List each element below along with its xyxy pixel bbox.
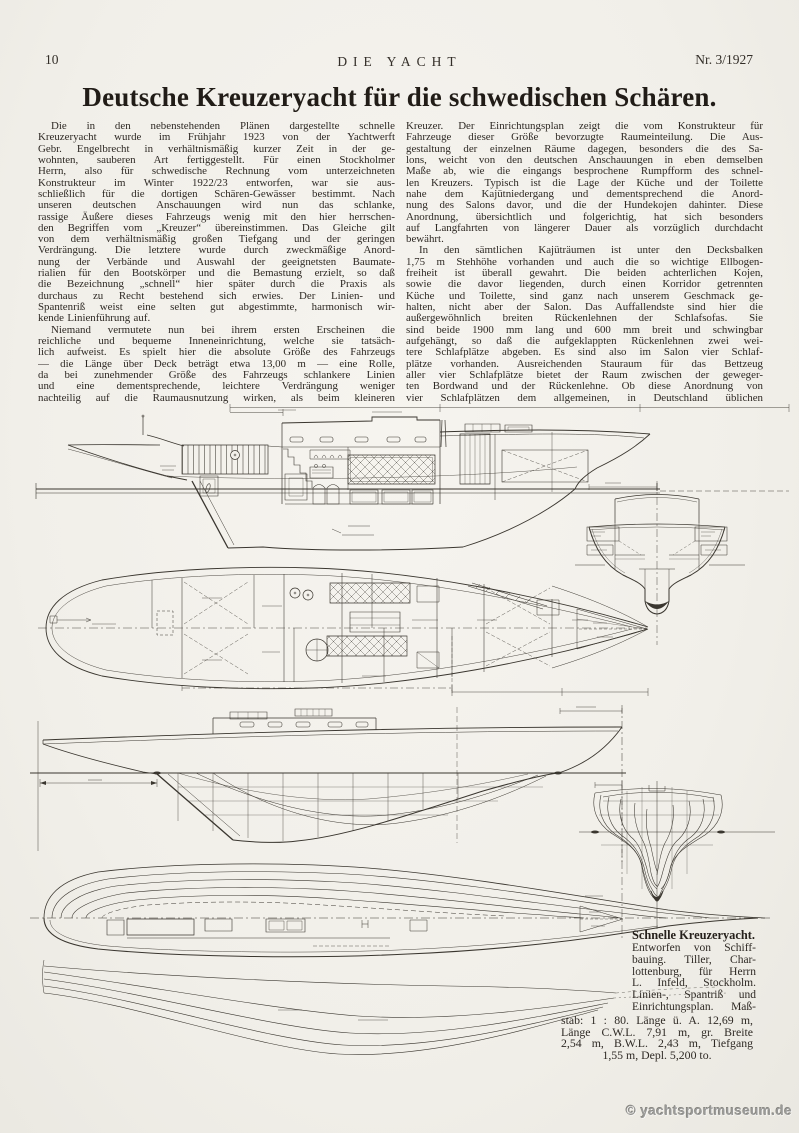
text-line: lons, weicht von den deutschen Anschauungen in eben demselben — [406, 153, 763, 166]
text-line: 1,75 m Stehhöhe vorhanden und auch die so wichtige Ellbogen- — [406, 255, 763, 268]
text-line: Maße ab, wie die eingangs besprochene Rumpfform des schnel- — [406, 165, 763, 178]
caption-line: Einrichtungsplan. Maß- — [632, 1000, 756, 1013]
text-line: vier Schlafplätzen dem allgemeinen, in Deutschland üblichen — [406, 391, 763, 404]
text-line: Anordnung, übersichtlich und folgerichtig, hat sich besonders — [406, 210, 763, 223]
text-line: Gebr. Engelbrecht in verhältnismäßig kurzer Zeit in der ge- — [38, 142, 395, 155]
text-line: aufgehängt, so daß die aufgeklappten Rückenlehnen zwei wei- — [406, 334, 763, 347]
article-headline: Deutsche Kreuzeryacht für die schwedischen Schären. — [82, 82, 717, 112]
text-line: gestaltung der einzelnen Räume dagegen, besonders die des Sa- — [406, 142, 763, 155]
text-line: len Kreuzers. Typisch ist die Lage der Küche und der Toilette — [406, 176, 763, 189]
text-line: Kreuzeryacht wurde im Frühjahr 1923 von der Yachtwerft — [38, 131, 395, 144]
text-line: nung der Verbände und Auswahl der geeignetsten Baumate- — [38, 255, 395, 268]
text-column-left — [38, 121, 395, 407]
caption-line: 2,54 m, B.W.L. 2,43 m, Tiefgang — [561, 1036, 753, 1051]
text-line: Spantenriß weist eine selten gut abgestimmte, harmonisch wir- — [38, 301, 395, 313]
text-line: rassige Äußere dieses Fahrzeugs wenig mit den hier herrschen- — [38, 210, 395, 223]
text-line: Herrn, also für schwedische Rechnung vom unterzeichneten — [38, 165, 395, 178]
text-line: In den sämtlichen Kajüträumen ist unter den Decksbalken — [419, 244, 763, 257]
text-line: nahe dem Kajütniedergang und dementsprechend die Anord- — [406, 187, 763, 200]
text-line: da bei zunehmender Größe des Fahrzeugs schlankere Linien — [38, 368, 395, 381]
lines-profile-drawing — [28, 703, 628, 880]
text-line: durchaus zu Recht bestehend sich erwies. Der Linien- und — [38, 289, 395, 302]
text-line: Verdrängung. Die letztere wurde durch zweckmäßige Anord- — [38, 244, 395, 257]
text-line: bewährt. — [406, 233, 444, 246]
text-line: Die in den nebenstehenden Plänen dargestellte schnelle — [51, 121, 395, 132]
caption-line: Linien-, Spantriß und — [632, 989, 756, 1002]
caption-line: Entworfen von Schiff- — [632, 942, 756, 954]
deck-plan-drawing — [32, 556, 652, 708]
text-line: — die Länge über Deck beträgt etwa 13,00 m — eine Rolle, — [38, 357, 395, 370]
text-line: den Begriffen vom „Kreuzer“ übereinstimmen. Das Gleiche gilt — [38, 221, 395, 234]
text-line: von dem verhältnismäßig großen Tiefgang und der geringen — [38, 233, 395, 246]
text-line: freiheit ist überall gewahrt. Die beiden achterlichen Kojen, — [406, 267, 763, 280]
issue-number: Nr. 3/1927 — [695, 52, 753, 67]
text-line: aller vier Schlafplätze bietet der Raum zwischen der geweger- — [406, 368, 763, 381]
text-line: tere Schlafplätze abgeben. Es sind also im Salon vier Schlaf- — [406, 346, 763, 359]
text-line: Niemand vermutete nun bei ihrem ersten Erscheinen die — [51, 323, 395, 336]
text-line: nachteilig auf die Raumausnutzung wirken, als beim kleineren — [38, 391, 395, 404]
caption-line: Länge C.W.L. 7,91 m, gr. Breite — [561, 1024, 753, 1039]
text-line: Fahrzeuge dieser Größe bevorzugte Raumeinteilung. Die Aus- — [406, 131, 763, 144]
text-line: unseren deutschen Anschauungen wird nun das schlanke, — [38, 199, 395, 212]
text-line: kende Linienführung auf. — [38, 312, 151, 325]
text-line: und eine dementsprechende, leichtere Verdrängung weniger — [38, 380, 395, 393]
text-line: die Bezeichnung „schnell“ hier später durch die Praxis als — [38, 278, 395, 291]
caption-line: stab: 1 : 80. Länge ü. A. 12,69 m, — [561, 1013, 753, 1027]
journal-title: DIE YACHT — [337, 54, 462, 69]
caption-line: L. Infeld, Stockholm. — [632, 977, 756, 990]
text-line: außergewöhnlich breiten Rückenlehnen der Schlafsofas. Sie — [406, 312, 763, 325]
page-number: 10 — [45, 52, 59, 67]
text-line: lich aufweist. Es spielt hier die absolute Größe des Fahrzeugs — [38, 346, 395, 359]
figure-caption-narrow — [632, 943, 756, 1014]
text-line: nung des Salons davor, und die der Hundekojen dahinter. Diese — [406, 199, 763, 212]
text-column-right — [406, 121, 763, 407]
figure-caption-title: Schnelle Kreuzeryacht. — [632, 928, 755, 942]
text-line: reichliche und bequeme Inneneinrichtung, welche sie tatsäch- — [38, 334, 395, 347]
text-line: halten, nicht aber der Salon. Das Auffallendste sind hier die — [406, 301, 763, 313]
text-line: Konstrukteur im Winter 1922/23 entworfen, war sie aus- — [38, 176, 395, 189]
text-line: Kreuzer. Der Einrichtungsplan zeigt die vom Konstrukteur für — [406, 121, 763, 132]
text-line: wohnten, sauberen Art fertiggestellt. Für einen Stockholmer — [38, 153, 395, 166]
text-line: rialien für den Bootskörper und die Bemastung erzielt, so daß — [38, 267, 395, 280]
text-line: schließlich für die dortigen Schären-Gewässer bestimmt. Nach — [38, 187, 395, 200]
text-line: Küche und Toilette, sind ganz nach unserem Geschmack ge- — [406, 289, 763, 302]
text-line: plätze vorhanden. Ausreichenden Stauraum für das Bettzeug — [406, 357, 763, 370]
text-line: sowie die davor liegenden, durch einen Korridor getrennten — [406, 278, 763, 291]
figure-caption-wide — [561, 1015, 753, 1061]
watermark: © yachtsportmuseum.de — [625, 1103, 792, 1118]
caption-line: bauing. Tiller, Char- — [632, 953, 756, 966]
text-line: auf Langfahrten von längerer Dauer als vorzüglich durchdacht — [406, 221, 763, 234]
caption-line: lottenburg, für Herrn — [632, 965, 756, 978]
caption-line: 1,55 m, Depl. 5,200 to. — [602, 1047, 712, 1062]
text-line: sind beide 1900 mm lang und 600 mm breit und schwingbar — [406, 323, 763, 336]
text-line: ten Bordwand und der Rückenlehne. Ob diese Anordnung von — [406, 380, 763, 393]
